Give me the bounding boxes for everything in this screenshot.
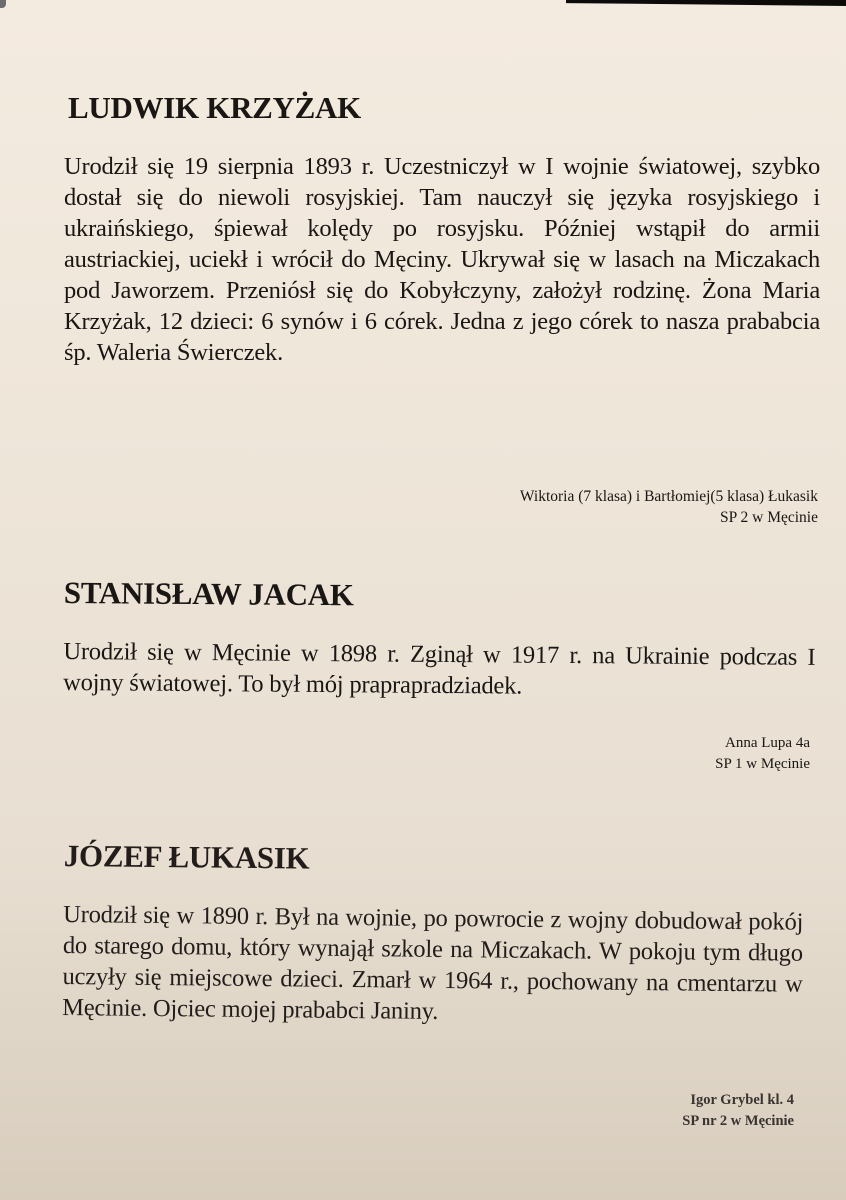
section-credit [715,733,810,775]
section-credit [682,1090,794,1132]
credit-authors: Wiktoria (7 klasa) i Bartłomiej(5 klasa) Łukasik [519,488,818,505]
credit-authors: Anna Lupa 4a [725,735,810,751]
credit-school: SP nr 2 w Męcinie [682,1113,794,1129]
section-body: Urodził się 19 sierpnia 1893 r. Uczestniczył w I wojnie światowej, szybko dostał się do niewoli rosyjskiej. Tam nauczył się języka rosyjskiego i ukraińskiego, śpiewał kolędy po rosyjsku. Później wstąpił do armii austriackiej, uciekł i wrócił do Męciny. Ukrywał się w lasach na Miczakach pod Jaworzem. Przeniósł się do Kobyłczyny, założył rodzinę. Żona Maria Krzyżak, 12 dzieci: 6 synów i 6 córek. Jedna z jego córek to nasza prababcia śp. Waleria Świerczek. [64,153,820,366]
section-title: JÓZEF ŁUKASIK [63,838,310,876]
pin-icon [0,0,6,8]
section-title: STANISŁAW JACAK [63,575,354,613]
poster-top-edge-shadow [566,0,846,6]
section-ludwik-krzyzak [64,92,824,368]
section-stanislaw-jacak [63,577,824,704]
credit-school: SP 2 w Męcinie [719,509,818,526]
section-jozef-lukasik [62,840,824,1031]
section-body: Urodził się w 1890 r. Był na wojnie, po powrocie z wojny dobudował pokój do starego domu, który wynajął szkole na Miczakach. W pokoju tym długo uczyły się miejscowe dzieci. Zmarł w 1964 r., pochowany na cmentarzu w Męcinie. Ojciec mojej prababci Janiny. [62,900,804,1025]
credit-school: SP 1 w Męcinie [715,756,810,772]
section-credit [520,486,818,528]
section-title: LUDWIK KRZYŻAK [68,90,361,125]
section-body: Urodził się w Męcinie w 1898 r. Zginął w 1917 r. na Ukrainie podczas I wojny światowej. To był mój praprapradziadek. [63,637,816,700]
credit-authors: Igor Grybel kl. 4 [690,1092,794,1108]
